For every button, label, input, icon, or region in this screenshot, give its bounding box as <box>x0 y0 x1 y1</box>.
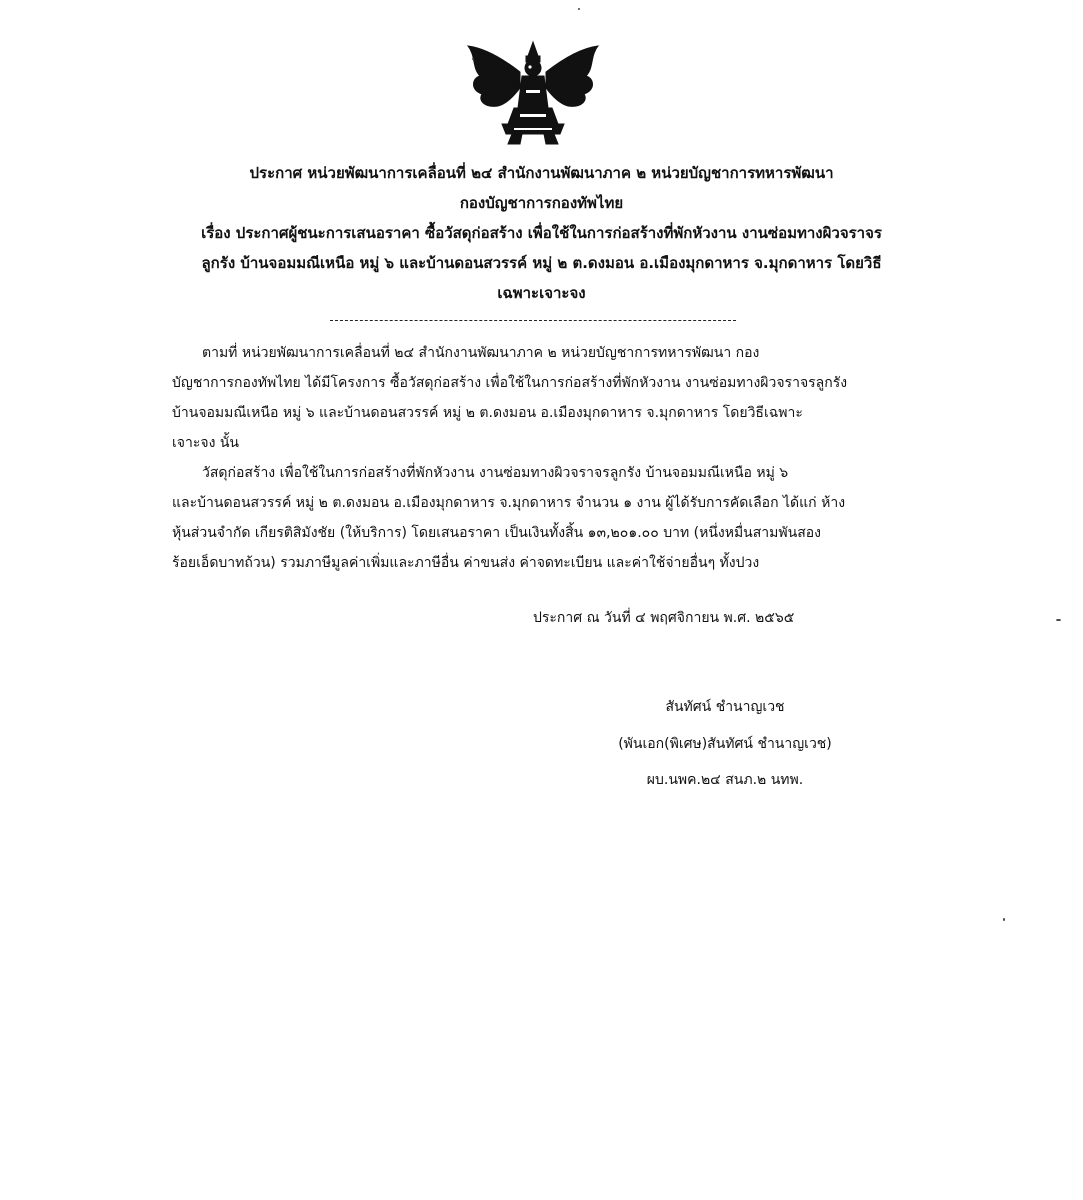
heading-line-2: กองบัญชาการกองทัพไทย <box>459 194 624 212</box>
signature-position: ผบ.นพค.๒๔ สนภ.๒ นทพ. <box>646 772 804 788</box>
paragraph-1-line-1: ตามที่ หน่วยพัฒนาการเคลื่อนที่ ๒๔ สำนักงานพัฒนาภาค ๒ หน่วยบัญชาการทหารพัฒนา กอง <box>202 345 760 361</box>
paragraph-1-line-2: บัญชาการกองทัพไทย ได้มีโครงการ ซื้อวัสดุก่อสร้าง เพื่อใช้ในการก่อสร้างที่พักหัวงาน งานซ่อมทางผิวจราจรลูกรัง <box>172 375 848 391</box>
signature-name: สันทัศน์ ชำนาญเวช <box>665 699 785 715</box>
paragraph-1 <box>172 338 932 458</box>
paragraph-1-line-3: บ้านจอมมณีเหนือ หมู่ ๖ และบ้านดอนสวรรค์ หมู่ ๒ ต.ดงมอน อ.เมืองมุกดาหาร จ.มุกดาหาร โดยวิธีเฉพาะ <box>172 405 803 421</box>
scan-speck <box>1003 918 1005 921</box>
scan-speck <box>578 8 580 10</box>
paragraph-1-line-4: เจาะจง นั้น <box>172 435 239 451</box>
garuda-emblem-icon <box>462 38 604 146</box>
signature-full-name: (พันเอก(พิเศษ)สันทัศน์ ชำนาญเวช) <box>618 736 832 752</box>
dashed-divider <box>330 320 736 321</box>
scan-speck <box>1056 619 1061 621</box>
subject-line-2: ลูกรัง บ้านจอมมณีเหนือ หมู่ ๖ และบ้านดอนสวรรค์ หมู่ ๒ ต.ดงมอน อ.เมืองมุกดาหาร จ.มุกดาหาร โดยวิธี <box>201 254 882 272</box>
paragraph-2-line-3: หุ้นส่วนจำกัด เกียรติสิมังชัย (ให้บริการ) โดยเสนอราคา เป็นเงินทั้งสิ้น ๑๓,๒๐๑.๐๐ บาท (หนึ่งหมื่นสามพันสอง <box>172 525 821 541</box>
subject-line-1: เรื่อง ประกาศผู้ชนะการเสนอราคา ซื้อวัสดุก่อสร้าง เพื่อใช้ในการก่อสร้างที่พักหัวงาน งานซ่อมทางผิวจราจร <box>201 224 882 242</box>
heading-line-1: ประกาศ หน่วยพัฒนาการเคลื่อนที่ ๒๔ สำนักงานพัฒนาภาค ๒ หน่วยบัญชาการทหารพัฒนา <box>249 164 834 182</box>
subject-line-3: เฉพาะเจาะจง <box>497 284 586 302</box>
scan-speck <box>472 58 474 60</box>
announcement-date: ประกาศ ณ วันที่ ๔ พฤศจิกายน พ.ศ. ๒๕๖๕ <box>533 610 795 626</box>
paragraph-2-line-4: ร้อยเอ็ดบาทถ้วน) รวมภาษีมูลค่าเพิ่มและภาษีอื่น ค่าขนส่ง ค่าจดทะเบียน และค่าใช้จ่ายอื่นๆ ทั้งปวง <box>172 555 760 571</box>
paragraph-2-line-2: และบ้านดอนสวรรค์ หมู่ ๒ ต.ดงมอน อ.เมืองมุกดาหาร จ.มุกดาหาร จำนวน ๑ งาน ผู้ได้รับการคัดเลือก ได้แก่ ห้าง <box>172 495 846 511</box>
paragraph-2-line-1: วัสดุก่อสร้าง เพื่อใช้ในการก่อสร้างที่พักหัวงาน งานซ่อมทางผิวจราจรลูกรัง บ้านจอมมณีเหนือ หมู่ ๖ <box>202 465 789 481</box>
paragraph-2 <box>172 458 932 578</box>
